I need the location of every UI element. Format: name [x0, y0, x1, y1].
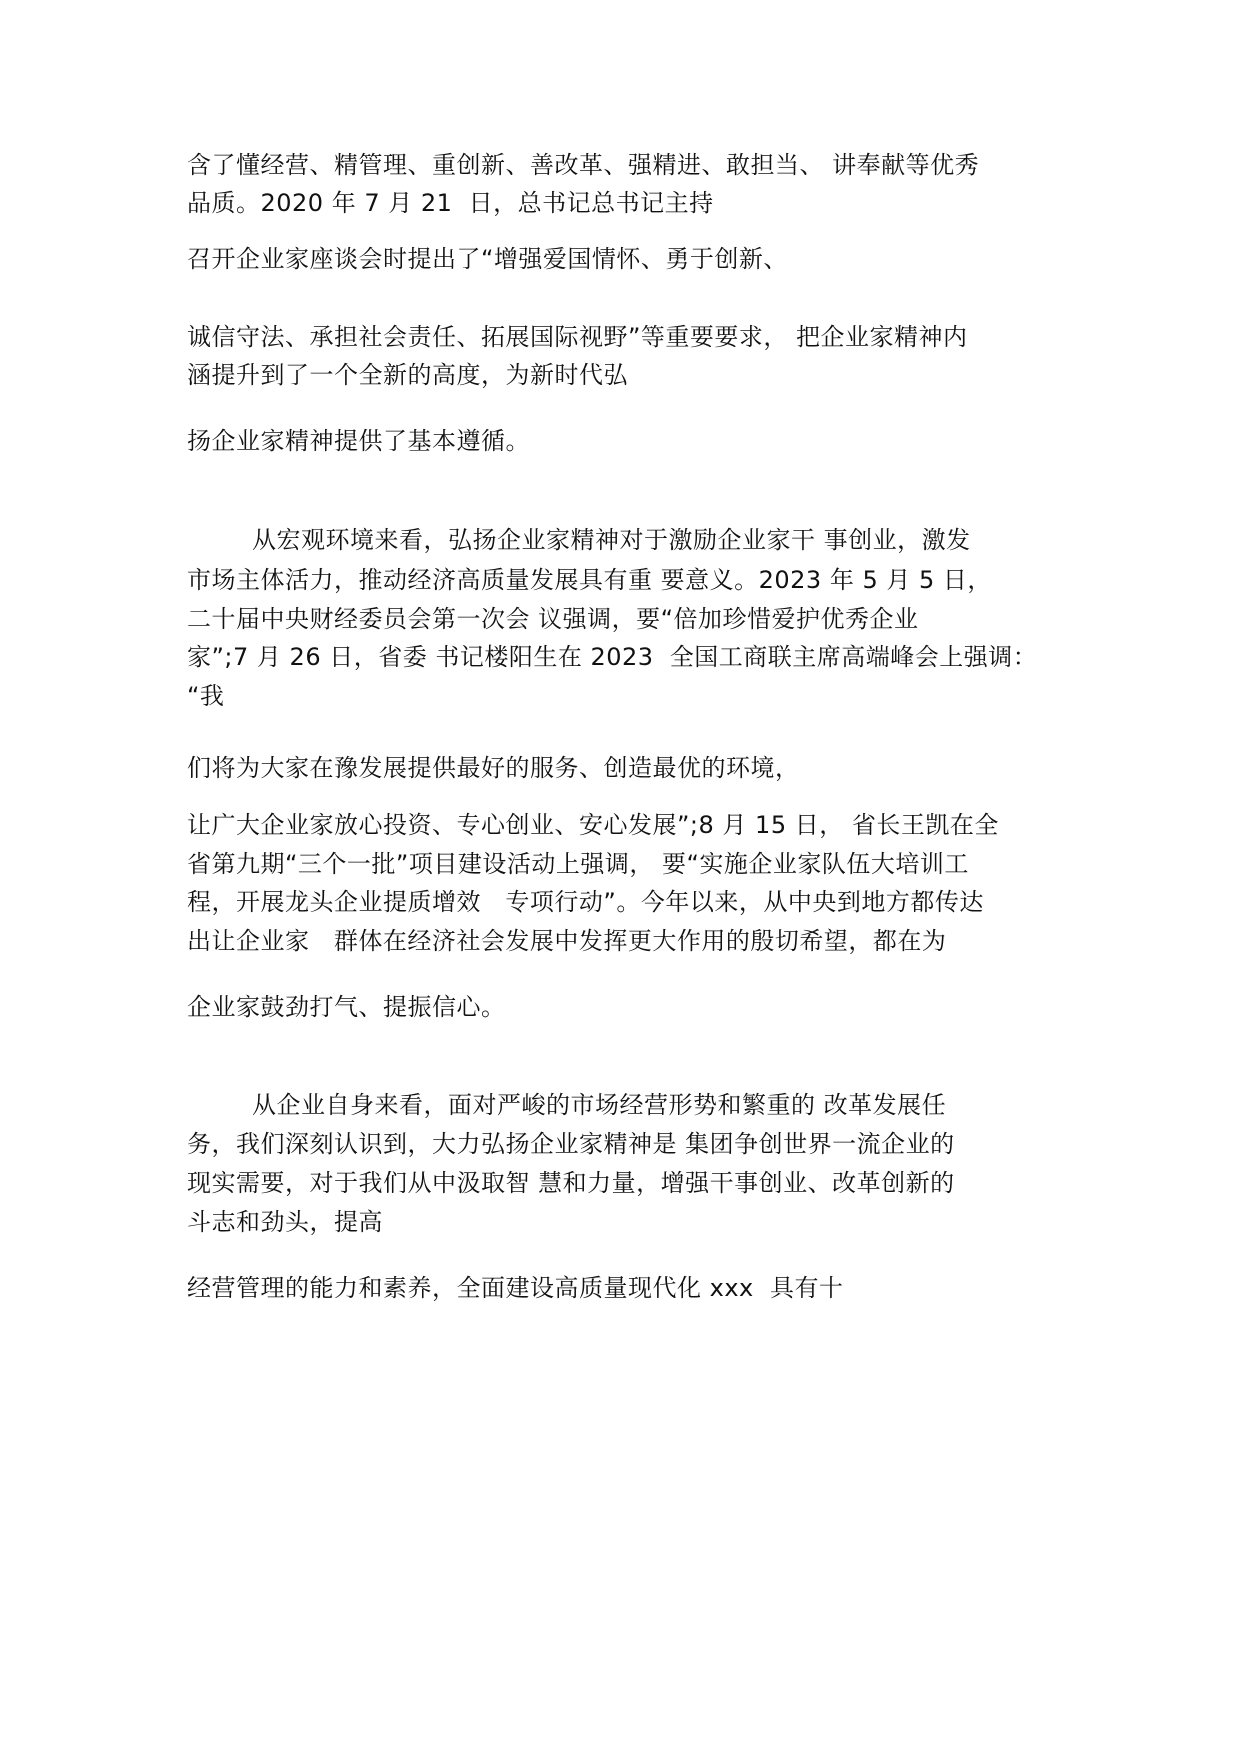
text-line: 企业家鼓劲打气、提振信心。: [187, 993, 506, 1021]
text-line: 出让企业家 群体在经济社会发展中发挥更大作用的殷切希望，都在为: [187, 927, 947, 955]
text-line: 召开企业家座谈会时提出了“增强爱国情怀、勇于创新、: [187, 245, 788, 273]
text-line: 诚信守法、承担社会责任、拓展国际视野”等重要要求， 把企业家精神内: [187, 323, 968, 351]
text-line: 品质。2020 年 7 月 21 日，总书记总书记主持: [187, 189, 714, 217]
text-line: 含了懂经营、精管理、重创新、善改革、强精进、敢担当、 讲奉献等优秀: [187, 151, 980, 179]
text-line: 斗志和劲头，提高: [187, 1208, 383, 1236]
text-line: 们将为大家在豫发展提供最好的服务、创造最优的环境，: [187, 754, 800, 782]
text-line: 从宏观环境来看，弘扬企业家精神对于激励企业家干 事创业，激发: [187, 526, 971, 554]
text-line: 二十届中央财经委员会第一次会 议强调，要“倍加珍惜爱护优秀企业: [187, 605, 919, 633]
text-line: 程，开展龙头企业提质增效 专项行动”。今年以来，从中央到地方都传达: [187, 888, 984, 916]
text-line: 从企业自身来看，面对严峻的市场经营形势和繁重的 改革发展任: [187, 1091, 947, 1119]
text-line: “我: [187, 682, 225, 710]
text-line: 市场主体活力，推动经济高质量发展具有重 要意义。2023 年 5 月 5 日，: [187, 566, 992, 594]
text-line: 涵提升到了一个全新的高度，为新时代弘: [187, 361, 628, 389]
text-line: 务，我们深刻认识到，大力弘扬企业家精神是 集团争创世界一流企业的: [187, 1130, 955, 1158]
text-line: 现实需要，对于我们从中汲取智 慧和力量，增强干事创业、改革创新的: [187, 1169, 955, 1197]
text-line: 经营管理的能力和素养，全面建设高质量现代化 xxx 具有十: [187, 1274, 844, 1302]
text-line: 省第九期“三个一批”项目建设活动上强调， 要“实施企业家队伍大培训工: [187, 850, 969, 878]
text-line: 扬企业家精神提供了基本遵循。: [187, 427, 530, 455]
text-line: 家”;7 月 26 日，省委 书记楼阳生在 2023 全国工商联主席高端峰会上强调：: [187, 643, 1038, 671]
text-line: 让广大企业家放心投资、专心创业、安心发展”;8 月 15 日， 省长王凯在全: [187, 811, 999, 839]
